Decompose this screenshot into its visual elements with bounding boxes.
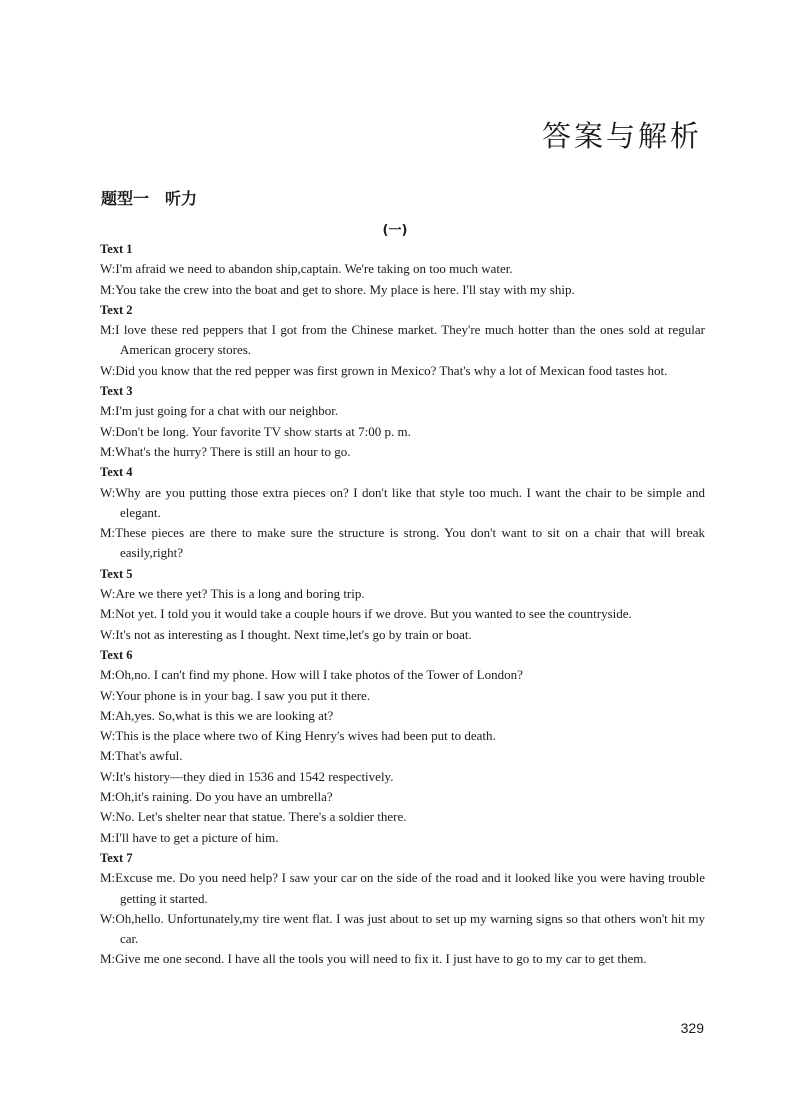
dialogue-line: W:I'm afraid we need to abandon ship,captain. We're taking on too much water. (100, 261, 513, 277)
dialogue-line: M:Oh,no. I can't find my phone. How will I take photos of the Tower of London? (100, 667, 523, 683)
dialogue-line: M:I'll have to get a picture of him. (100, 829, 279, 845)
dialogue-line: M:Not yet. I told you it would take a couple hours if we drove. But you wanted to see the countryside. (100, 606, 632, 622)
dialogue-line: M:These pieces are there to make sure the structure is strong. You don't want to sit on a chair that will break easily,right? (100, 525, 705, 561)
text-4-label: Text 4 (100, 465, 133, 480)
dialogue-line: M:Give me one second. I have all the tools you will need to fix it. I just have to go to my car to get them. (100, 951, 647, 967)
dialogue-line: M:What's the hurry? There is still an hour to go. (100, 443, 351, 459)
dialogue-line: M:Oh,it's raining. Do you have an umbrella? (100, 789, 333, 805)
dialogue-line: W:No. Let's shelter near that statue. There's a soldier there. (100, 809, 407, 825)
dialogue-line: M:Excuse me. Do you need help? I saw your car on the side of the road and it looked like you were having trouble getting it started. (100, 870, 705, 906)
dialogue-line: M:You take the crew into the boat and get to shore. My place is here. I'll stay with my ship. (100, 281, 575, 297)
dialogue-line: W:Did you know that the red pepper was first grown in Mexico? That's why a lot of Mexican food tastes hot. (100, 362, 668, 378)
text-1-label: Text 1 (100, 242, 133, 256)
dialogue-line: W:This is the place where two of King Henry's wives had been put to death. (100, 728, 496, 744)
dialogue-line: M:Ah,yes. So,what is this we are looking at? (100, 707, 334, 723)
dialogue-line: M:That's awful. (100, 748, 183, 764)
text-5-label: Text 5 (100, 566, 133, 581)
dialogue-line: M:I love these red peppers that I got from the Chinese market. They're much hotter than the ones sold at regular American grocery stores. (100, 322, 705, 358)
text-7-label: Text 7 (100, 850, 133, 865)
text-2-label: Text 2 (100, 302, 133, 317)
section-heading: 题型一 听力 (101, 189, 198, 208)
dialogue-line: W:Oh,hello. Unfortunately,my tire went flat. I was just about to set up my warning signs so that others won't hit my car. (100, 910, 705, 947)
text-3-label: Text 3 (100, 384, 133, 399)
dialogue-line: W:It's not as interesting as I thought. Next time,let's go by train or boat. (100, 626, 472, 642)
text-6-label: Text 6 (100, 647, 133, 662)
page-number: 329 (680, 1020, 704, 1036)
dialogue-line: W:It's history—they died in 1536 and 1542 respectively. (100, 768, 394, 784)
dialogue-line: W:Don't be long. Your favorite TV show starts at 7:00 p. m. (100, 423, 411, 439)
dialogue-line: M:I'm just going for a chat with our neighbor. (100, 403, 339, 419)
dialogue-line: W:Your phone is in your bag. I saw you put it there. (100, 687, 371, 703)
dialogue-line: W:Are we there yet? This is a long and boring trip. (100, 586, 365, 602)
dialogue-line: W:Why are you putting those extra pieces on? I don't like that style too much. I want the chair to be simple and elegant. (100, 484, 705, 520)
subsection-heading: (一) (382, 223, 408, 238)
page-title: 答案与解析 (541, 119, 702, 153)
transcript-body (100, 239, 705, 970)
